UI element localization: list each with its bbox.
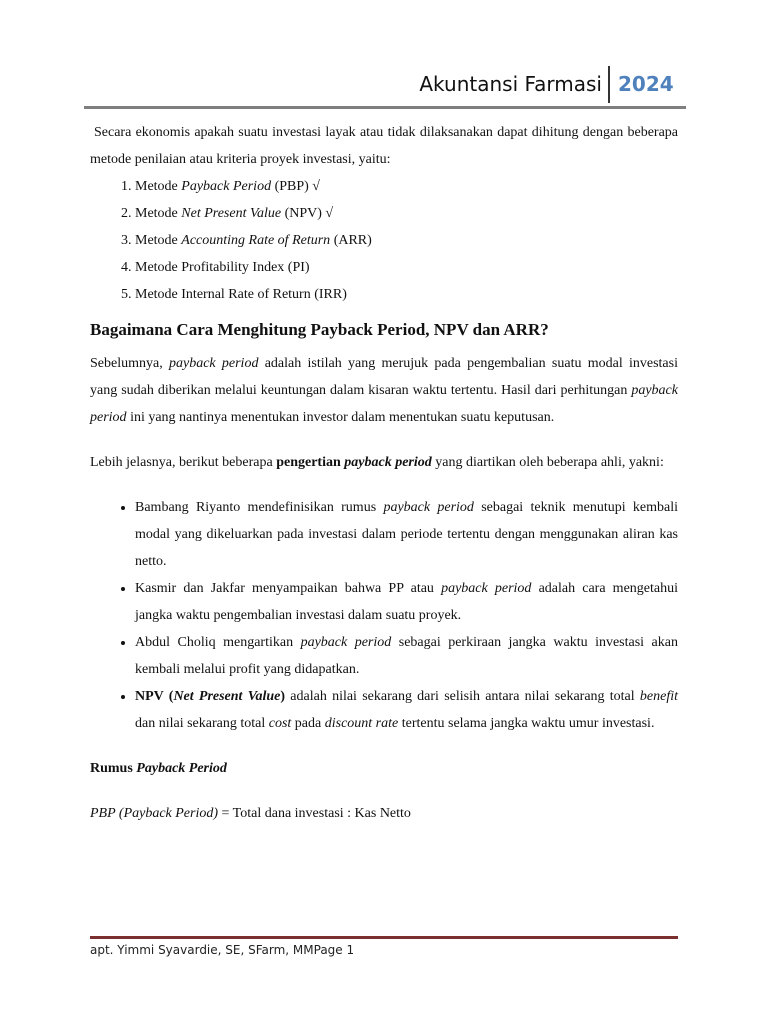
page-header bbox=[84, 66, 686, 109]
footer-divider bbox=[90, 936, 678, 939]
header-year: 2024 bbox=[618, 72, 674, 96]
definition-item: • Bambang Riyanto mendefinisikan rumus payback period sebagai teknik menutupi kembali modal yang dikeluarkan pada investasi dalam periode tertentu dengan menggunakan aliran kas netto. bbox=[135, 494, 678, 575]
definition-item: • Kasmir dan Jakfar menyampaikan bahwa PP atau payback period adalah cara mengetahui jangka waktu pengembalian investasi dalam suatu proyek. bbox=[135, 575, 678, 629]
method-item: 1. Metode Payback Period (PBP) √ bbox=[135, 173, 678, 200]
experts-intro-paragraph: Lebih jelasnya, berikut beberapa pengertian payback period yang diartikan oleh beberapa ahli, yakni: bbox=[90, 455, 664, 470]
methods-list bbox=[90, 173, 678, 308]
section-heading: Bagaimana Cara Menghitung Payback Period, NPV dan ARR? bbox=[90, 320, 549, 339]
header-title: Akuntansi Farmasi bbox=[419, 72, 602, 96]
definitions-list bbox=[90, 494, 678, 737]
footer-text: apt. Yimmi Syavardie, SE, SFarm, MMPage 1 bbox=[90, 943, 355, 957]
payback-definition-paragraph: Sebelumnya, payback period adalah istilah yang merujuk pada pengembalian suatu modal investasi yang sudah diberikan melalui keuntungan dalam kisaran waktu tertentu. Hasil dari perhitungan payback period ini yang nantinya menentukan investor dalam menentukan suatu keputusan. bbox=[90, 356, 678, 425]
formula-heading: Rumus Payback Period bbox=[90, 761, 227, 776]
method-item: 3. Metode Accounting Rate of Return (ARR) bbox=[135, 227, 678, 254]
method-item: 4. Metode Profitability Index (PI) bbox=[135, 254, 678, 281]
document-body bbox=[90, 119, 678, 827]
intro-paragraph: Secara ekonomis apakah suatu investasi layak atau tidak dilaksanakan dapat dihitung dengan beberapa metode penilaian atau kriteria proyek investasi, yaitu: bbox=[90, 125, 678, 167]
formula-line: PBP (Payback Period) = Total dana investasi : Kas Netto bbox=[90, 806, 411, 821]
method-item: 2. Metode Net Present Value (NPV) √ bbox=[135, 200, 678, 227]
method-item: 5. Metode Internal Rate of Return (IRR) bbox=[135, 281, 678, 308]
definition-item: • NPV (Net Present Value) adalah nilai sekarang dari selisih antara nilai sekarang total benefit dan nilai sekarang total cost pada discount rate tertentu selama jangka waktu umur investasi. bbox=[135, 683, 678, 737]
definition-item: • Abdul Choliq mengartikan payback period sebagai perkiraan jangka waktu investasi akan kembali melalui profit yang didapatkan. bbox=[135, 629, 678, 683]
header-divider bbox=[608, 66, 610, 103]
